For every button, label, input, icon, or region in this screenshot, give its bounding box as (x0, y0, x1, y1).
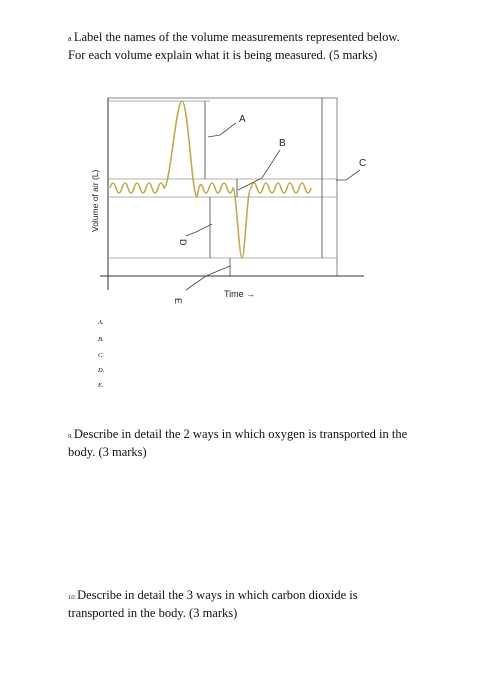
leader-b (238, 150, 280, 190)
leader-a (208, 123, 236, 137)
question-8-text: Label the names of the volume measurements represented below. For each volume explain what it is being measured. (5 marks) (68, 30, 400, 62)
question-10-number: 10. (68, 594, 77, 601)
leader-c (336, 170, 360, 180)
question-9 (68, 427, 420, 460)
label-c: C (359, 158, 367, 169)
label-b: B (279, 138, 286, 149)
answer-e: E. (98, 382, 104, 389)
question-9-text: Describe in detail the 2 ways in which oxygen is transported in the body. (3 marks) (68, 427, 408, 459)
diagram-frame (108, 98, 337, 276)
answer-c: C. (98, 352, 104, 359)
answer-a: A. (98, 319, 104, 326)
y-axis-label: Volume of air (L) (90, 169, 100, 232)
answer-d: D. (98, 367, 105, 374)
question-8-number: 8. (68, 36, 73, 43)
question-10 (68, 588, 398, 621)
answer-b: B. (98, 336, 104, 343)
question-10-text: Describe in detail the 3 ways in which carbon dioxide is transported in the body. (3 marks) (68, 588, 358, 620)
x-axis-label: Time → (224, 289, 256, 299)
leader-d (186, 224, 212, 236)
lung-volume-diagram (0, 0, 479, 320)
leader-e (186, 266, 230, 290)
label-d: D (178, 239, 188, 246)
label-e: E (173, 298, 183, 305)
spirometer-trace (110, 101, 311, 258)
label-a: A (239, 114, 246, 125)
question-9-number: 9. (68, 433, 73, 440)
